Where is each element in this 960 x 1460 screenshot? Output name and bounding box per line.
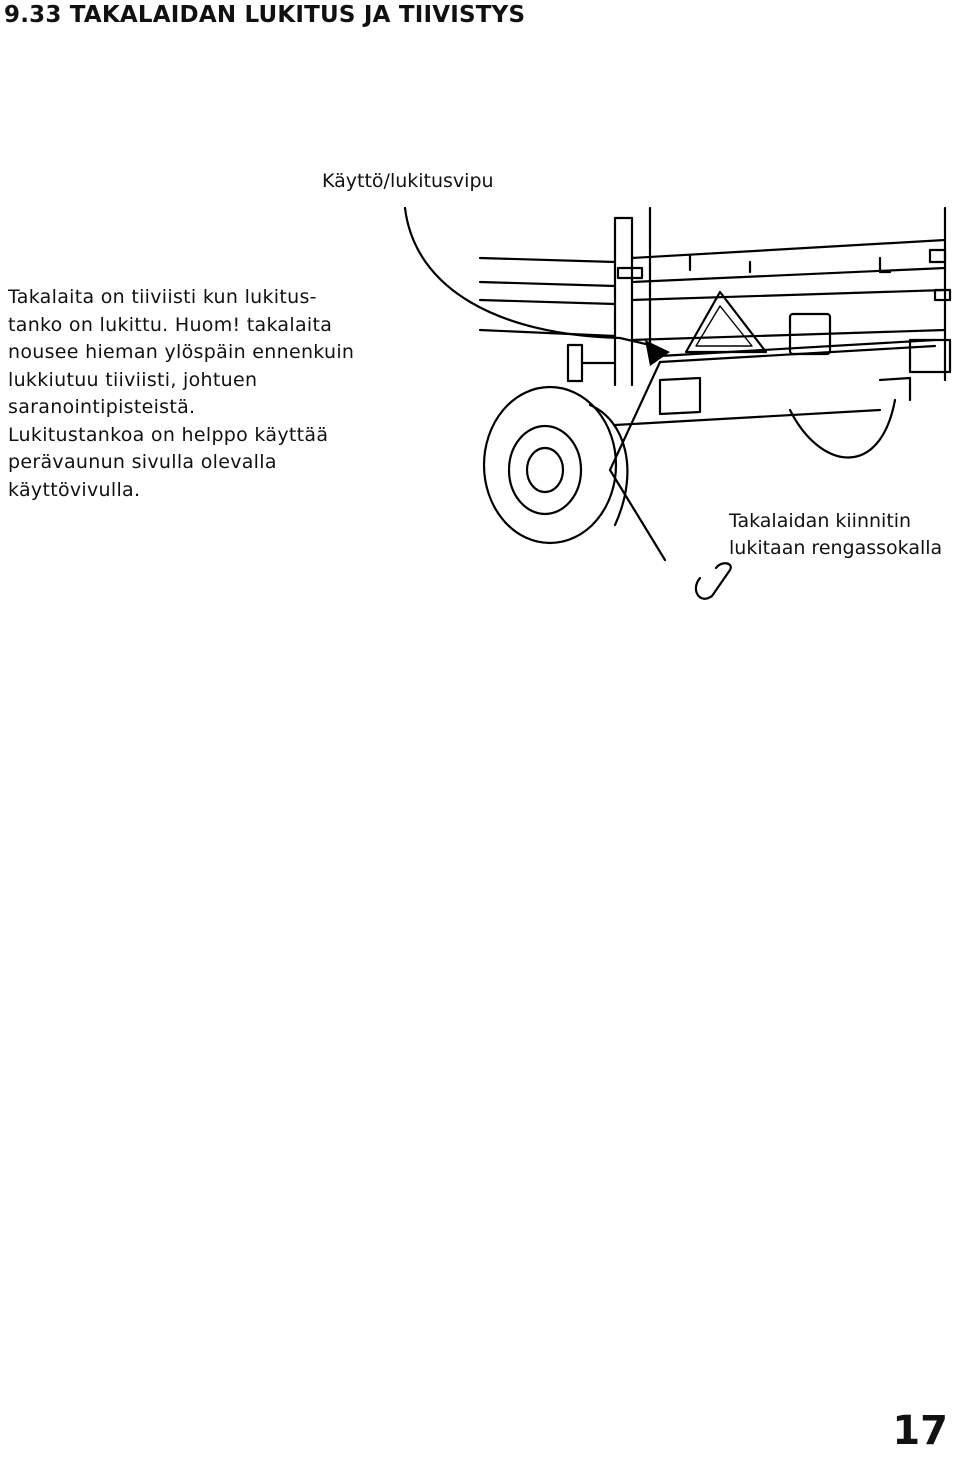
fastener-label	[729, 508, 942, 562]
fastener-label-line: lukitaan rengassokalla	[729, 537, 943, 559]
lever-label: Käyttö/lukitusvipu	[322, 170, 494, 192]
body-line: tanko on lukittu. Huom! takalaita	[8, 313, 333, 336]
section-title: TAKALAIDAN LUKITUS JA TIIVISTYS	[69, 2, 526, 28]
body-line: Takalaita on tiiviisti kun lukitus-	[8, 286, 317, 308]
fastener-label-line: Takalaidan kiinnitin	[729, 510, 912, 532]
body-line: nousee hieman ylöspäin ennenkuin	[8, 341, 355, 363]
page-number: 17	[892, 1408, 948, 1454]
body-line: käyttövivulla.	[8, 478, 141, 501]
body-line: saranointipisteistä.	[8, 396, 196, 418]
body-line: Lukitustankoa on helppo käyttää	[8, 423, 329, 446]
body-line: perävaunun sivulla olevalla	[8, 451, 277, 473]
section-heading	[4, 2, 525, 28]
hitch-pin	[696, 563, 731, 599]
body-line: lukkiutuu tiiviisti, johtuen	[8, 368, 258, 391]
section-number: 9.33	[4, 2, 62, 28]
fastener-pointer	[610, 362, 665, 560]
lever-callout-curve	[405, 208, 650, 345]
wheel	[484, 387, 616, 543]
body-paragraph	[8, 284, 388, 504]
